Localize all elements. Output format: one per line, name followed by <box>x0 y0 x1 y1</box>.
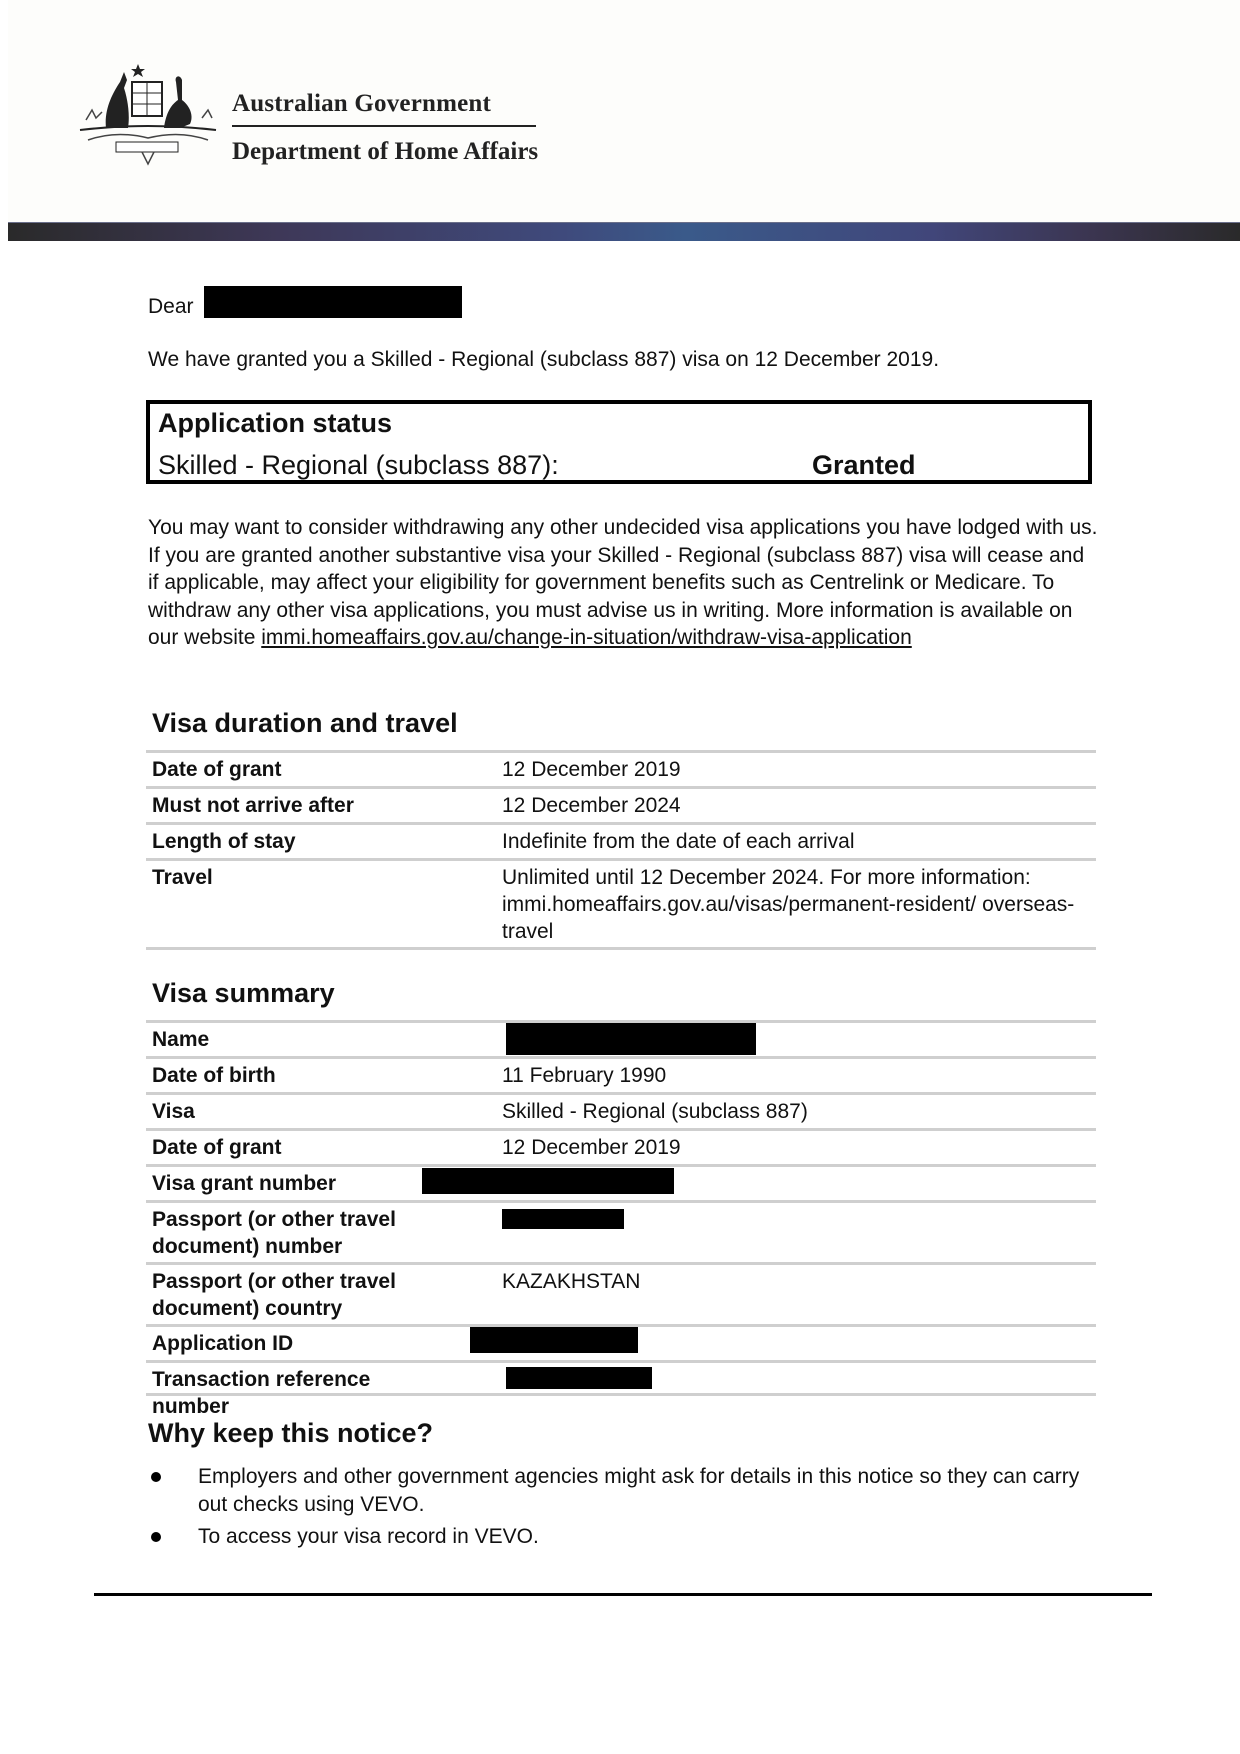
header-divider <box>232 125 536 127</box>
table-row <box>146 786 1096 822</box>
table-row <box>146 1020 1096 1056</box>
row-label: Name <box>152 1028 210 1051</box>
salutation <box>148 295 194 319</box>
row-label: Length of stay <box>152 830 296 853</box>
table-row <box>146 1324 1096 1360</box>
visa-duration-table <box>146 750 1096 950</box>
row-label: Date of grant <box>152 758 282 781</box>
row-label: Travel <box>152 866 213 889</box>
row-label: Visa grant number <box>152 1172 336 1195</box>
table-row <box>146 1128 1096 1164</box>
row-label: Passport (or other travel document) country <box>152 1270 396 1320</box>
redacted-application-id <box>470 1327 638 1353</box>
org-name: Australian Government <box>232 90 492 117</box>
table-row <box>146 1262 1096 1324</box>
table-row <box>146 858 1096 950</box>
row-label: Must not arrive after <box>152 794 354 817</box>
coat-of-arms-icon <box>76 60 220 166</box>
withdrawal-notice <box>148 514 1098 652</box>
section-title-why-keep: Why keep this notice? <box>148 1418 434 1448</box>
row-value: Indefinite from the date of each arrival <box>502 830 855 853</box>
why-keep-list <box>148 1463 1098 1556</box>
section-title-visa-duration: Visa duration and travel <box>152 708 458 738</box>
list-item-text: To access your visa record in VEVO. <box>198 1525 539 1548</box>
redacted-recipient-name <box>204 286 462 318</box>
row-value: Unlimited until 12 December 2024. For more information: immi.homeaffairs.gov.au/visas/permanent-resident/ overseas-travel <box>502 866 1075 943</box>
bullet-icon <box>151 1532 161 1542</box>
row-label: Transaction reference number <box>152 1368 371 1418</box>
row-value: 11 February 1990 <box>502 1064 667 1087</box>
status-badge: Granted <box>812 450 916 480</box>
withdrawal-notice-text: You may want to consider withdrawing any other undecided visa applications you have lodged with us. If you are granted another substantive visa your Skilled - Regional (subclass 887) visa will cease and if applicable, may affect your eligibility for government benefits such as Centrelink or Medicare. To withdraw any other visa applications, you must advise us in writing. More information is available on our website <box>148 516 1098 650</box>
table-row <box>146 1360 1096 1418</box>
salutation-text: Dear <box>148 295 194 318</box>
status-title: Application status <box>158 408 393 438</box>
row-value: Skilled - Regional (subclass 887) <box>502 1100 808 1123</box>
row-label: Visa <box>152 1100 195 1123</box>
redacted-transaction-reference <box>506 1367 652 1389</box>
row-value: 12 December 2019 <box>502 1136 681 1159</box>
header-banner <box>8 222 1240 241</box>
footer-divider <box>94 1593 1152 1596</box>
department-name: Department of Home Affairs <box>232 138 539 165</box>
status-visa-label: Skilled - Regional (subclass 887): <box>158 450 559 480</box>
table-row <box>146 1164 1096 1200</box>
table-row <box>146 1056 1096 1092</box>
row-value: 12 December 2019 <box>502 758 681 781</box>
application-status-box <box>146 400 1092 484</box>
withdraw-visa-link[interactable]: immi.homeaffairs.gov.au/change-in-situation/withdraw-visa-application <box>261 626 912 650</box>
section-title-visa-summary: Visa summary <box>152 978 335 1008</box>
row-label: Date of grant <box>152 1136 282 1159</box>
table-row <box>146 1092 1096 1128</box>
list-item-text: Employers and other government agencies might ask for details in this notice so they can carry out checks using VEVO. <box>198 1465 1080 1516</box>
redacted-visa-grant-number <box>422 1168 674 1194</box>
list-item <box>148 1523 1098 1551</box>
redacted-name <box>506 1023 756 1055</box>
grant-intro: We have granted you a Skilled - Regional (subclass 887) visa on 12 December 2019. <box>148 348 940 371</box>
list-item <box>148 1463 1098 1518</box>
redacted-passport-number <box>502 1209 624 1229</box>
visa-summary-table <box>146 1020 1096 1418</box>
row-label: Application ID <box>152 1332 294 1355</box>
row-value: 12 December 2024 <box>502 794 681 817</box>
table-row <box>146 1200 1096 1262</box>
bullet-icon <box>151 1472 161 1482</box>
table-row <box>146 822 1096 858</box>
table-row <box>146 750 1096 786</box>
row-label: Date of birth <box>152 1064 276 1087</box>
row-value: KAZAKHSTAN <box>502 1270 641 1293</box>
row-label: Passport (or other travel document) number <box>152 1208 396 1258</box>
